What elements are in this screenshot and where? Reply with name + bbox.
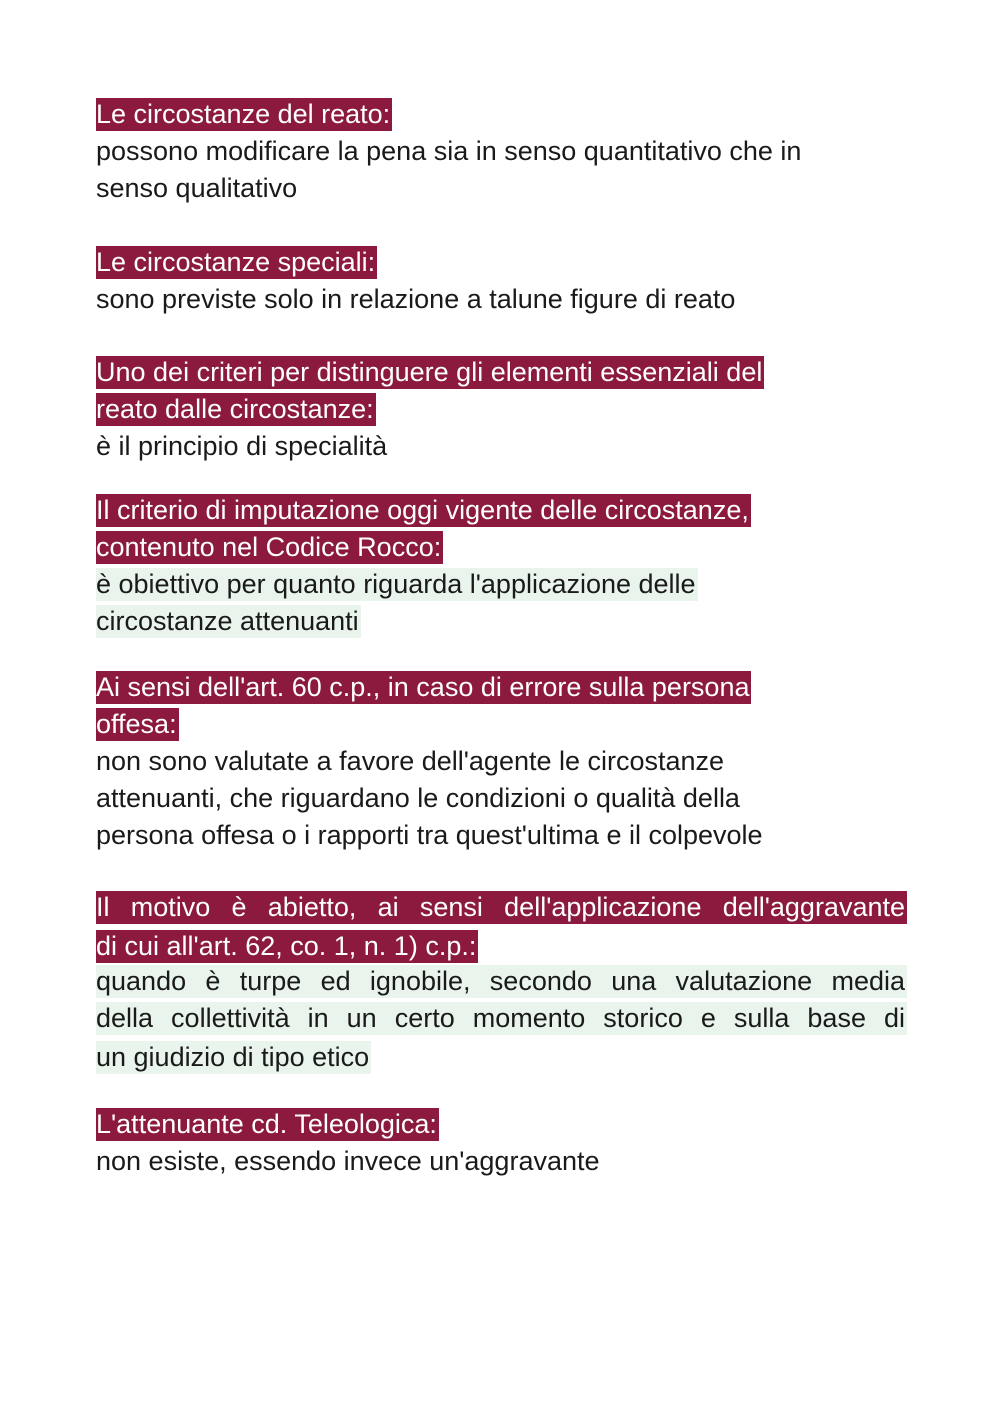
answer-line	[96, 1039, 907, 1076]
answer-line	[96, 965, 907, 1002]
question-line	[96, 928, 907, 965]
answer-text: della collettività in un certo momento storico e sulla base di	[96, 1003, 905, 1033]
answer-text: possono modificare la pena sia in senso quantitativo che in	[96, 136, 802, 166]
question-text: Le circostanze del reato:	[96, 99, 391, 129]
question-text: Il criterio di imputazione oggi vigente delle circostanze,	[96, 495, 749, 525]
question-text: Ai sensi dell'art. 60 c.p., in caso di errore sulla persona	[96, 672, 750, 702]
answer-line	[96, 566, 751, 603]
qa-block	[96, 1106, 600, 1180]
answer-text: circostanze attenuanti	[96, 606, 359, 636]
question-line	[96, 492, 751, 529]
answer-line	[96, 603, 751, 640]
question-line	[96, 891, 907, 928]
question-line	[96, 391, 764, 428]
answer-text: sono previste solo in relazione a talune figure di reato	[96, 284, 736, 314]
answer-line	[96, 428, 764, 465]
answer-line	[96, 133, 801, 170]
qa-block	[96, 354, 764, 465]
question-line	[96, 1106, 600, 1143]
question-text: Le circostanze speciali:	[96, 247, 376, 277]
answer-line	[96, 170, 801, 207]
answer-text: attenuanti, che riguardano le condizioni o qualità della	[96, 783, 740, 813]
question-text: L'attenuante cd. Teleologica:	[96, 1109, 437, 1139]
answer-line	[96, 743, 763, 780]
question-text: offesa:	[96, 709, 177, 739]
question-line	[96, 354, 764, 391]
answer-line	[96, 1143, 600, 1180]
question-text: reato dalle circostanze:	[96, 394, 374, 424]
answer-text: persona offesa o i rapporti tra quest'ultima e il colpevole	[96, 820, 763, 850]
answer-text: senso qualitativo	[96, 173, 298, 203]
answer-text: è obiettivo per quanto riguarda l'applicazione delle	[96, 569, 696, 599]
qa-block	[96, 96, 801, 207]
question-line	[96, 669, 763, 706]
question-text: contenuto nel Codice Rocco:	[96, 532, 442, 562]
question-line	[96, 96, 801, 133]
qa-block	[96, 669, 763, 854]
question-line	[96, 244, 735, 281]
answer-text: è il principio di specialità	[96, 431, 388, 461]
qa-block	[96, 891, 907, 1076]
answer-line	[96, 780, 763, 817]
answer-line	[96, 817, 763, 854]
question-text: Uno dei criteri per distinguere gli elementi essenziali del	[96, 357, 763, 387]
question-text: di cui all'art. 62, co. 1, n. 1) c.p.:	[96, 931, 477, 961]
answer-text: un giudizio di tipo etico	[96, 1042, 370, 1072]
answer-text: non sono valutate a favore dell'agente le circostanze	[96, 746, 725, 776]
qa-block	[96, 492, 751, 640]
answer-text: quando è turpe ed ignobile, secondo una valutazione media	[96, 966, 905, 996]
question-line	[96, 706, 763, 743]
answer-line	[96, 1002, 907, 1039]
question-text: Il motivo è abietto, ai sensi dell'applicazione dell'aggravante	[96, 892, 905, 922]
answer-line	[96, 281, 735, 318]
answer-text: non esiste, essendo invece un'aggravante	[96, 1146, 600, 1176]
qa-block	[96, 244, 735, 318]
question-line	[96, 529, 751, 566]
